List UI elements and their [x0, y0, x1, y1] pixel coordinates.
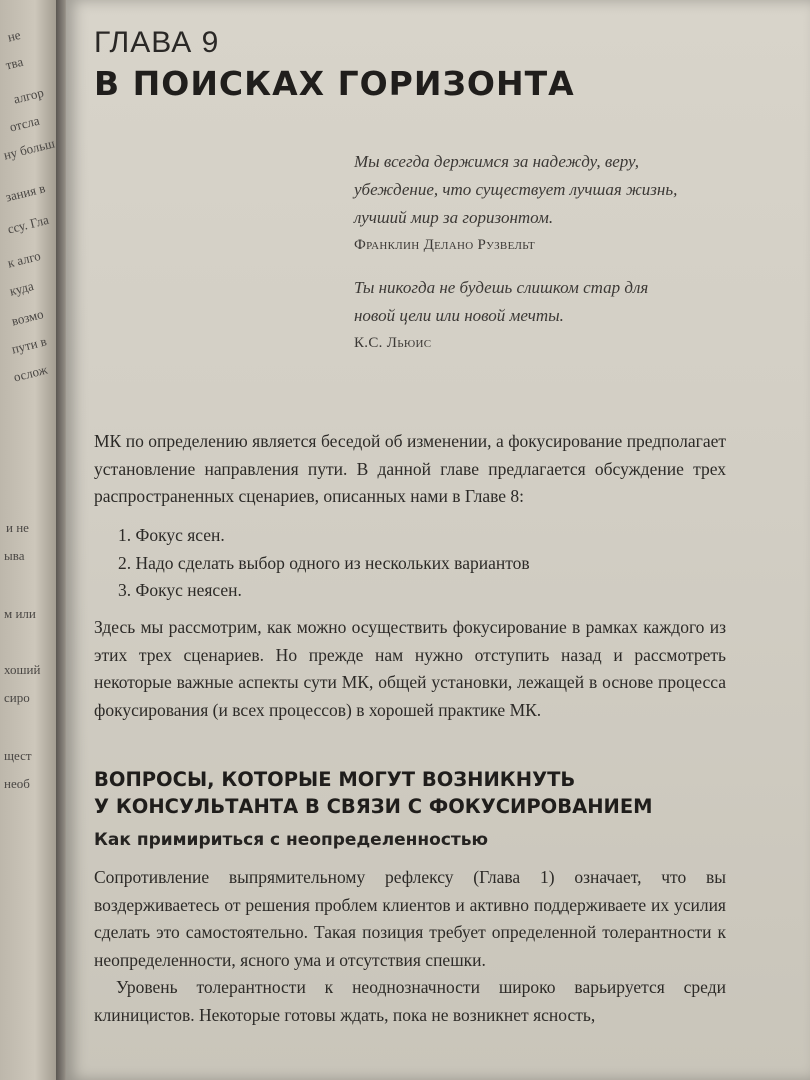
- epigraph-author: Франклин Делано Рузвельт: [354, 237, 536, 253]
- left-page-fragment: возмо: [10, 306, 45, 329]
- chapter-title: В ПОИСКАХ ГОРИЗОНТА: [94, 64, 575, 103]
- epigraph-lewis: [354, 274, 734, 356]
- left-page-fragment: алгор: [12, 84, 46, 107]
- paragraph-text: МК по определению является беседой об изменении, а фокусирование предполагает установление направления пути. В данной главе предлагается обсуждение трех распространенных сценариев, описанных нами в Главе 8:: [94, 431, 726, 506]
- epigraph-roosevelt: [354, 148, 734, 258]
- epigraph-line: Мы всегда держимся за надежду, веру,: [354, 152, 639, 171]
- epigraph-author: К.С. Льюис: [354, 335, 432, 351]
- left-page-fragment: отсла: [8, 112, 41, 135]
- left-page-fragment: куда: [8, 278, 36, 299]
- list-item: 2. Надо сделать выбор одного из нескольких вариантов: [118, 552, 530, 573]
- left-page-fragment: м или: [4, 606, 36, 621]
- book-page: [66, 0, 810, 1080]
- left-facing-page: [0, 0, 58, 1080]
- subsection-heading: Как примириться с неопределенностью: [94, 830, 489, 850]
- list-item: 1. Фокус ясен.: [118, 525, 225, 545]
- epigraph-line: лучший мир за горизонтом.: [354, 208, 554, 227]
- section-heading-line: ВОПРОСЫ, КОТОРЫЕ МОГУТ ВОЗНИКНУТЬ: [94, 768, 576, 791]
- chapter-label: ГЛАВА 9: [94, 26, 220, 59]
- paragraph-text: Уровень толерантности к неоднозначности широко варьируется среди клиницистов. Некоторые готовы ждать, пока не возникнет ясность,: [94, 977, 726, 1025]
- left-page-fragment: ссу. Гла: [6, 211, 51, 237]
- paragraph-text: Сопротивление выпрямительному рефлексу (Глава 1) означает, что вы воздерживаетесь от решения проблем клиентов и активно поддерживаете их усилия сделать это самостоятельно. Такая позиция требует определенной толерантности к неопределенности, ясного ума и отсутствия спешки.: [94, 867, 726, 970]
- section-heading: [94, 766, 694, 820]
- paragraph-text: Здесь мы рассмотрим, как можно осуществить фокусирование в рамках каждого из этих трех сценариев. Но прежде нам нужно отступить назад и рассмотреть некоторые важные аспекты сути МК, общей установки, лежащей в основе процесса фокусирования (и всех процессов) в хорошей практике МК.: [94, 617, 726, 720]
- intro-paragraph: [94, 428, 726, 511]
- left-page-fragment: щест: [4, 748, 32, 763]
- left-page-fragment: пути в: [10, 333, 49, 357]
- section-heading-line: У КОНСУЛЬТАНТА В СВЯЗИ С ФОКУСИРОВАНИЕМ: [94, 795, 653, 818]
- epigraph-line: новой цели или новой мечты.: [354, 306, 564, 325]
- left-page-fragment: ыва: [4, 548, 25, 563]
- left-page-fragment: и не: [6, 520, 29, 535]
- list-item: 3. Фокус неясен.: [118, 580, 242, 600]
- left-page-fragment: необ: [4, 776, 30, 791]
- epigraph-line: Ты никогда не будешь слишком стар для: [354, 278, 649, 297]
- epigraph-line: убеждение, что существует лучшая жизнь,: [354, 180, 678, 199]
- scenario-list: [118, 522, 530, 605]
- left-page-fragment: тва: [4, 53, 25, 73]
- section-body: [94, 864, 726, 1029]
- left-page-fragment: ну больш: [2, 135, 57, 163]
- left-page-fragment: сиро: [4, 690, 30, 705]
- left-page-fragment: ослож: [12, 361, 49, 385]
- left-page-fragment: хоший: [4, 662, 41, 677]
- second-paragraph: [94, 614, 726, 724]
- left-page-fragment: зания в: [4, 180, 47, 205]
- left-page-fragment: не: [6, 26, 22, 45]
- left-page-fragment: к алго: [6, 247, 43, 271]
